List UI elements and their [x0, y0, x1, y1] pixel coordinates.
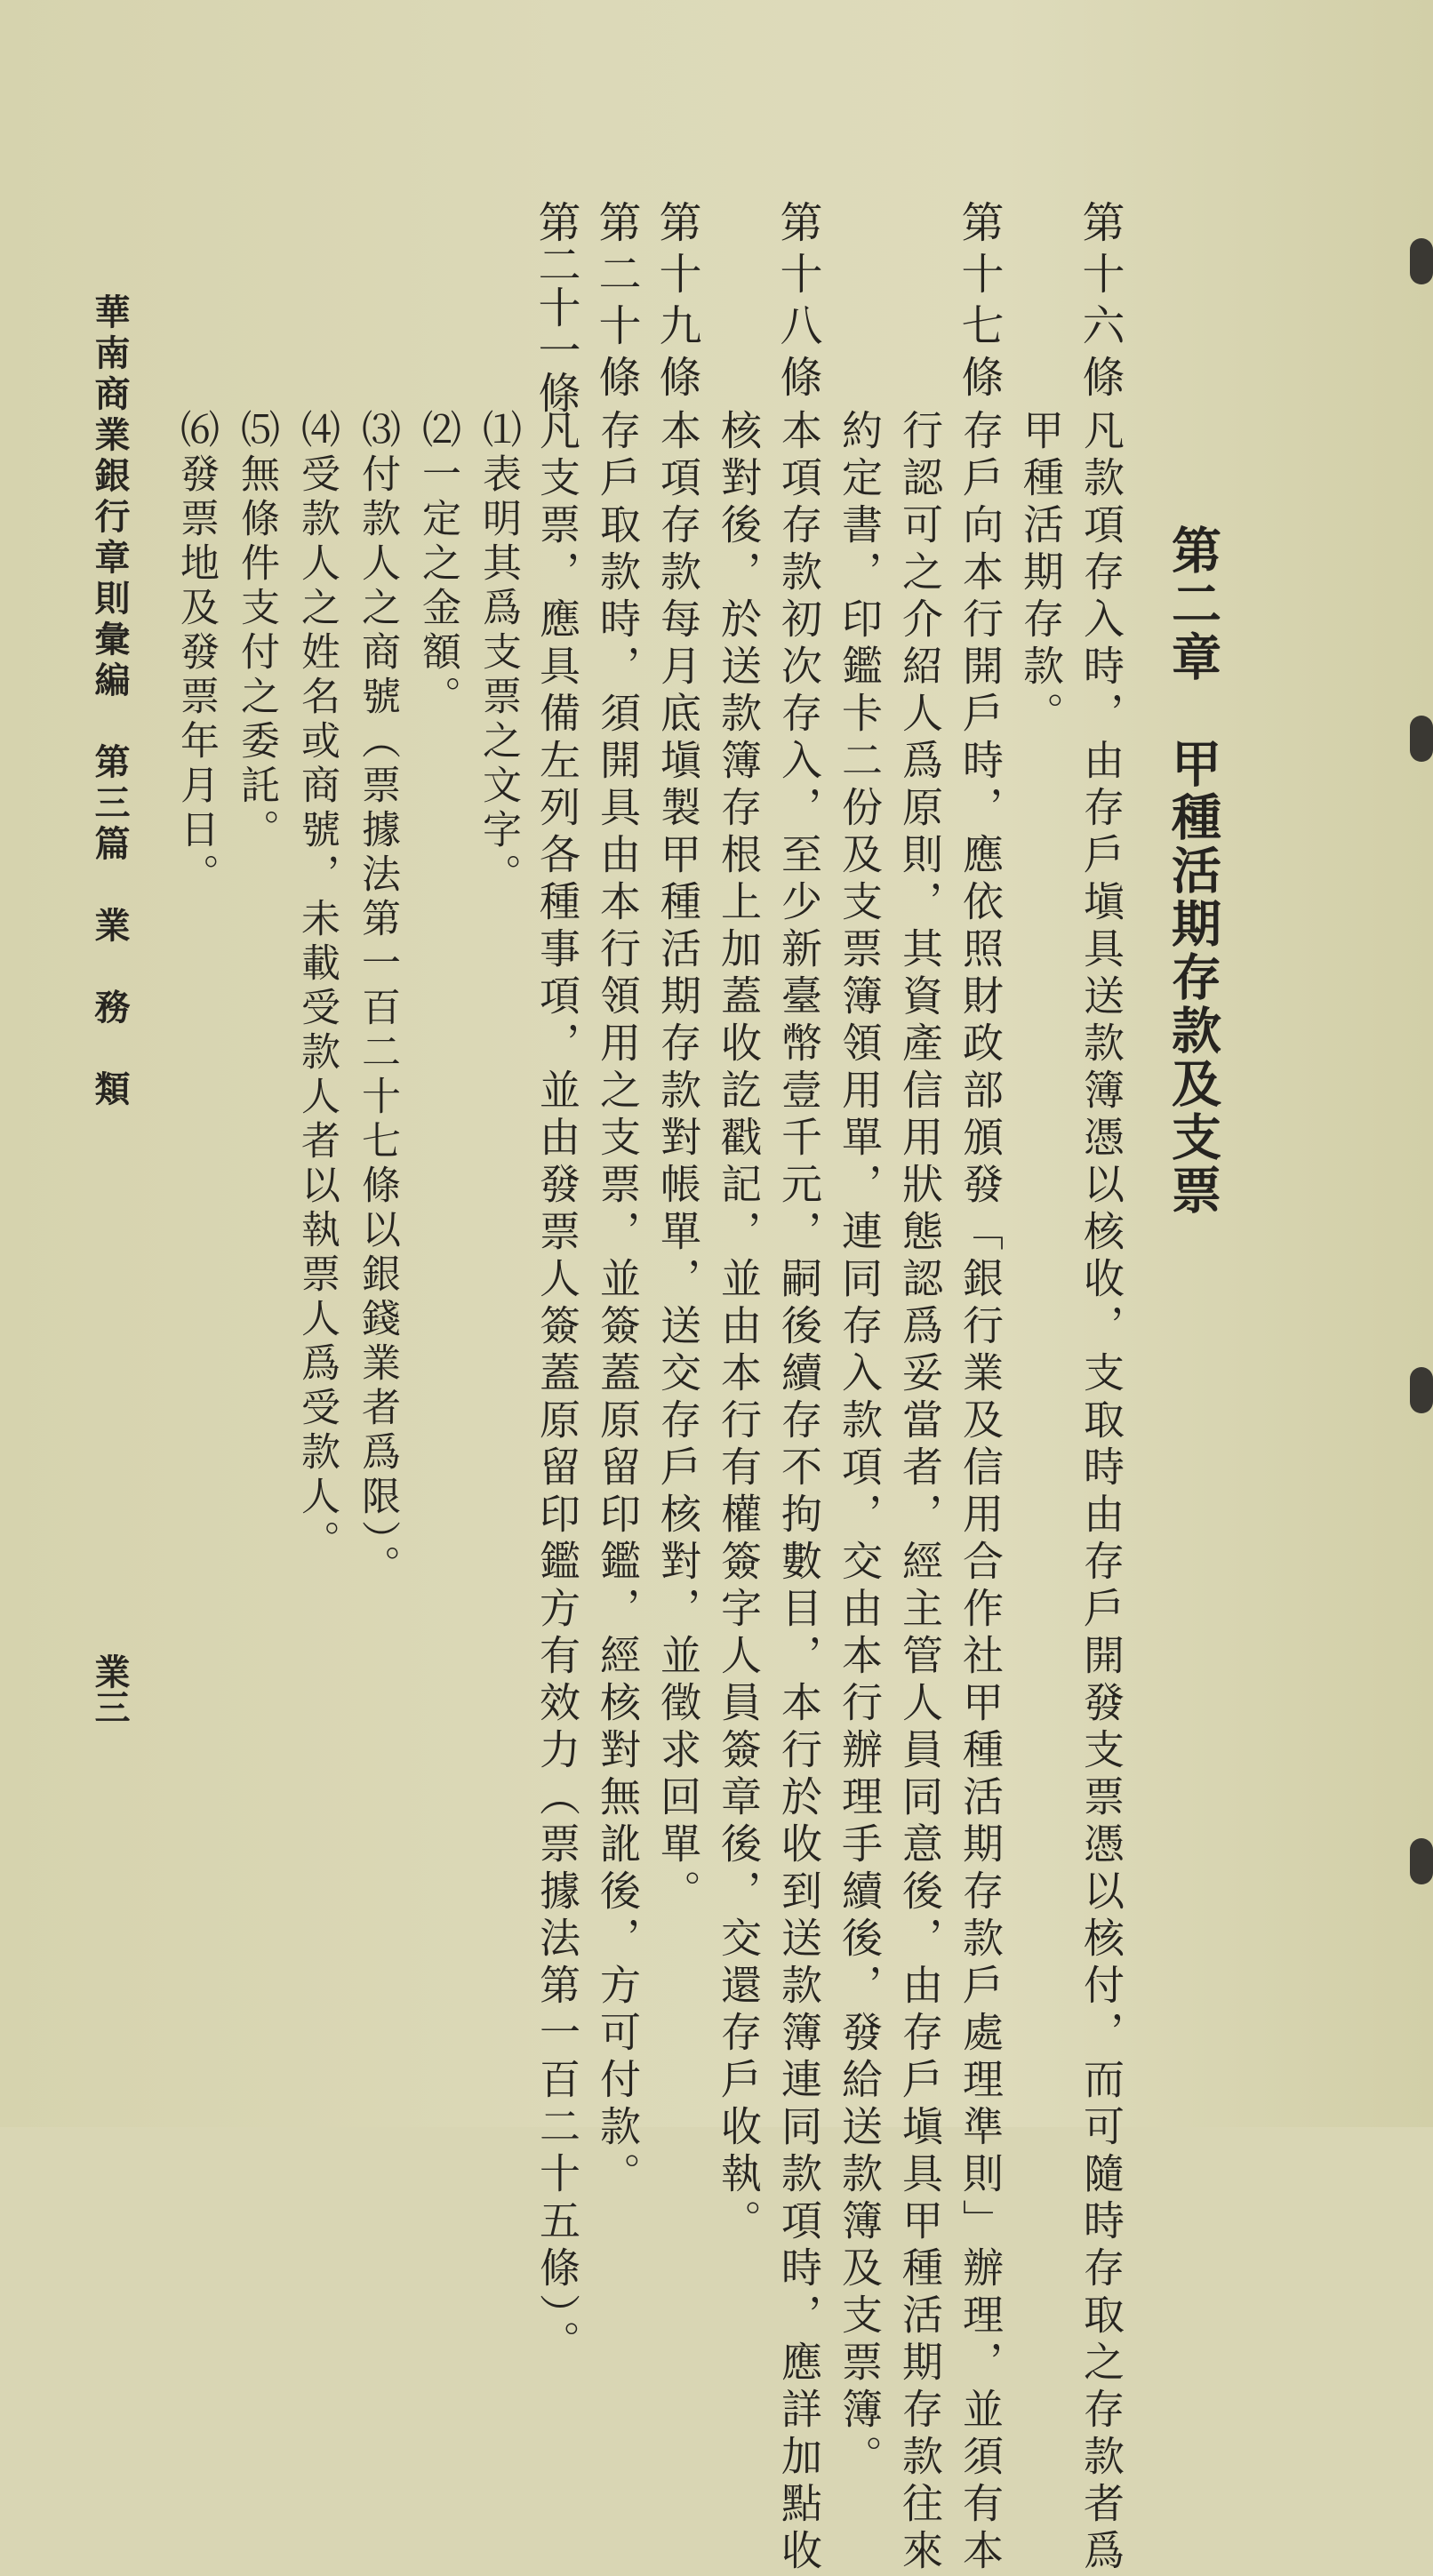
article-label: 第二十條 [591, 200, 641, 406]
article-label: 第十六條 [1075, 200, 1125, 406]
article-label: 第十七條 [954, 200, 1004, 406]
chapter-title: 第二章 甲種活期存款及支票 [1164, 524, 1222, 1218]
article-text-line: 本項存款每月底塡製甲種活期存款對帳單，送交存戶核對，並徵求回單。 [654, 409, 702, 1916]
book-footer: 華南商業銀行章則彙編 第三篇 業 務 類 [89, 293, 131, 1111]
list-item: ⑵一定之金額。 [415, 409, 460, 720]
article-text-line: 凡款項存入時，由存戶塡具送款簿憑以核收，支取時由存戶開發支票憑以核付，而可隨時存取之存款者爲 [1077, 409, 1125, 2576]
article-text-line: 核對後，於送款簿存根上加蓋收訖戳記，並由本行有權簽字人員簽章後，交還存戶收執。 [715, 409, 763, 2246]
article-label: 第十九條 [652, 200, 701, 406]
article-text-line: 存戶取款時，須開具由本行領用之支票，並簽蓋原留印鑑，經核對無訛後，方可付款。 [594, 409, 642, 2199]
list-item: ⑴表明其爲支票之文字。 [476, 409, 521, 898]
binding-hole [1410, 1367, 1433, 1413]
article-text-line: 存戶向本行開戶時，應依照財政部頒發「銀行業及信用合作社甲種活期存款戶處理準則」辦理，並須有本 [957, 409, 1005, 2576]
article-label: 第二十一條 [531, 200, 580, 413]
article-text-line: 本項存款初次存入，至少新臺幣壹千元，嗣後續存不拘數目，本行於收到送款簿連同款項時，應詳加點收 [775, 409, 823, 2576]
article-text-line: 甲種活期存款。 [1017, 409, 1065, 739]
page-number: 業三 [89, 1653, 131, 1724]
article-label: 第十八條 [773, 200, 822, 406]
list-item: ⑶付款人之商號（票據法第一百二十七條以銀錢業者爲限）。 [355, 409, 400, 1589]
list-item: ⑹發票地及發票年月日。 [173, 409, 219, 898]
article-text-line: 凡支票，應具備左列各種事項，並由發票人簽蓋原留印鑑方有效力（票據法第一百二十五條）。 [533, 409, 581, 2367]
binding-hole [1410, 1838, 1433, 1884]
list-item: ⑸無條件支付之委託。 [234, 409, 279, 853]
list-item: ⑷受款人之姓名或商號，未載受款人者以執票人爲受款人。 [294, 409, 340, 1564]
article-text-line: 約定書，印鑑卡二份及支票簿領用單，連同存入款項，交由本行辦理手續後，發給送款簿及支票簿。 [836, 409, 884, 2482]
binding-hole [1410, 238, 1433, 284]
article-text-line: 行認可之介紹人爲原則，其資產信用狀態認爲妥當者，經主管人員同意後，由存戶塡具甲種活期存款往來 [896, 409, 944, 2576]
binding-hole [1410, 716, 1433, 762]
